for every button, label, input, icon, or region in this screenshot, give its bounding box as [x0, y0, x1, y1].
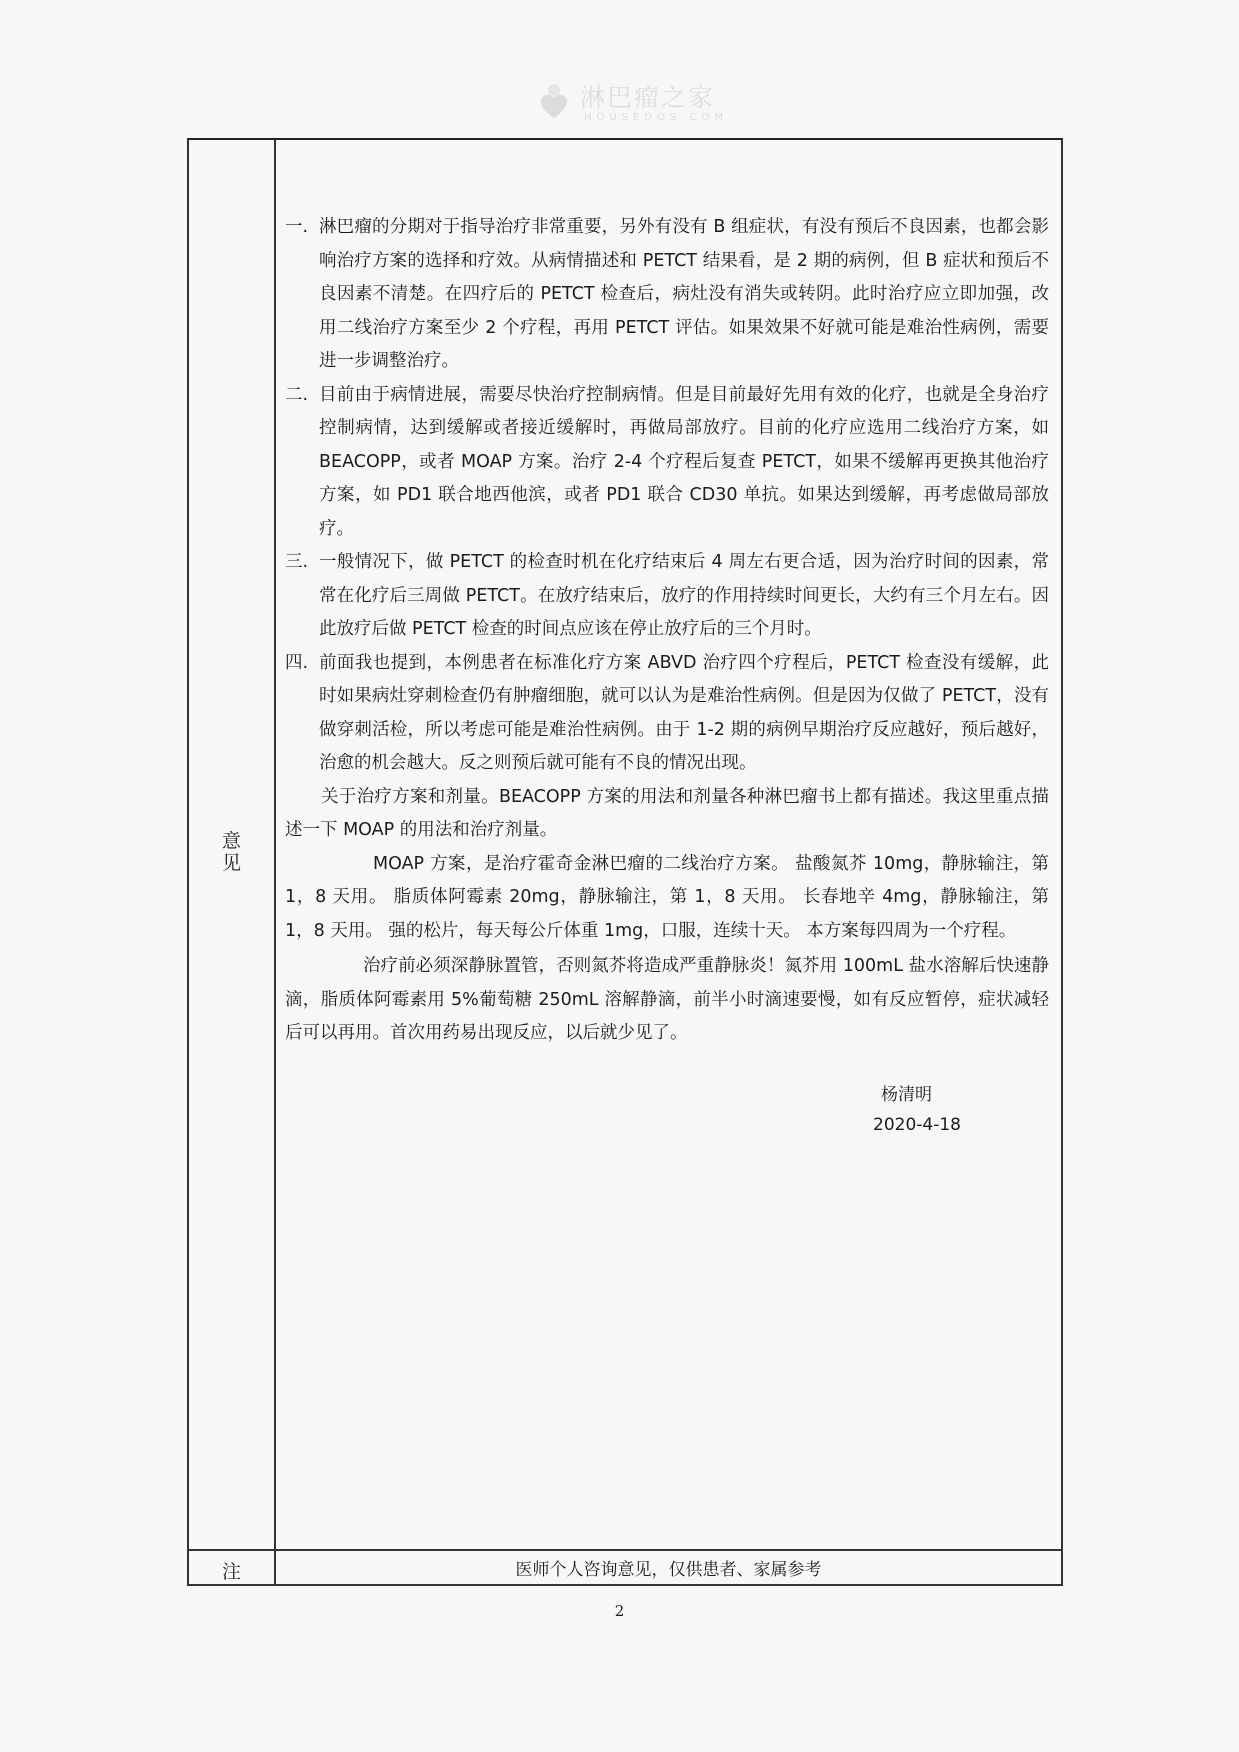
watermark-subtitle: HOUSEDOS.COM: [584, 112, 728, 123]
list-item: [285, 379, 1049, 547]
opinion-table: [187, 138, 1063, 1586]
watermark-logo: [528, 78, 738, 130]
opinion-content: [285, 211, 1049, 1051]
item-number: 一.: [285, 217, 309, 237]
watermark-title: 淋巴瘤之家: [580, 83, 716, 112]
item-number: 三.: [285, 552, 309, 572]
heart-person-icon: [536, 82, 572, 122]
column-divider: [274, 140, 276, 1584]
item-number: 二.: [285, 384, 309, 405]
precaution-paragraph: 治疗前必须深静脉置管，否则氮芥将造成严重静脉炎！氮芥用 100mL 盐水溶解后快速静滴，脂质体阿霉素用 5%葡萄糖 250mL 溶解静滴，前半小时滴速要慢，如有反应暂停，症状减轻后可以再用。首次用药易出现反应，以后就少见了。: [285, 956, 1049, 1043]
list-item: [285, 647, 1049, 781]
item-number: 四.: [285, 652, 309, 673]
item-text: 一般情况下，做 PETCT 的检查时机在化疗结束后 4 周左右更合适，因为治疗时间的因素，常常在化疗后三周做 PETCT。在放疗结束后，放疗的作用持续时间更长，大约有三个月左右。因此放疗后做 PETCT 检查的时间点应该在停止放疗后的三个月时。: [319, 552, 1049, 639]
moap-regimen-paragraph: MOAP 方案，是治疗霍奇金淋巴瘤的二线治疗方案。 盐酸氮芥 10mg，静脉输注，第 1，8 天用。 脂质体阿霉素 20mg，静脉输注，第 1，8 天用。 长春地辛 4mg，静脉输注，第 1，8 天用。 强的松片，每天每公斤体重 1mg，口服，连续十天。 本方案每四周为一个疗程。: [285, 853, 1049, 941]
signature-name: 杨清明: [881, 1085, 932, 1105]
list-item: [285, 546, 1049, 647]
row-divider: [189, 1549, 1061, 1551]
dosage-intro-paragraph: 关于治疗方案和剂量。BEACOPP 方案的用法和剂量各种淋巴瘤书上都有描述。我这里重点描述一下 MOAP 的用法和治疗剂量。: [285, 786, 1049, 840]
item-text: 前面我也提到，本例患者在标准化疗方案 ABVD 治疗四个疗程后，PETCT 检查没有缓解，此时如果病灶穿刺检查仍有肿瘤细胞，就可以认为是难治性病例。但是因为仅做了 PETCT，没有做穿刺活检，所以考虑可能是难治性病例。由于 1-2 期的病例早期治疗反应越好，预后越好，治愈的机会越大。反之则预后就可能有不良的情况出现。: [319, 652, 1049, 773]
signature-date: 2020-4-18: [873, 1115, 961, 1135]
item-text: 淋巴瘤的分期对于指导治疗非常重要，另外有没有 B 组症状，有没有预后不良因素，也都会影响治疗方案的选择和疗效。从病情描述和 PETCT 结果看，是 2 期的病例，但 B 症状和预后不良因素不清楚。在四疗后的 PETCT 检查后，病灶没有消失或转阴。此时治疗应立即加强，改用二线治疗方案至少 2 个疗程，再用 PETCT 评估。如果效果不好就可能是难治性病例，需要进一步调整治疗。: [319, 217, 1049, 371]
note-label: 注: [221, 1561, 241, 1583]
page-number: 2: [614, 1602, 625, 1620]
item-text: 目前由于病情进展，需要尽快治疗控制病情。但是目前最好先用有效的化疗，也就是全身治疗控制病情，达到缓解或者接近缓解时，再做局部放疗。目前的化疗应选用二线治疗方案，如 BEACOPP，或者 MOAP 方案。治疗 2-4 个疗程后复查 PETCT，如果不缓解再更换其他治疗方案，如 PD1 联合地西他滨，或者 PD1 联合 CD30 单抗。如果达到缓解，再考虑做局部放疗。: [319, 384, 1049, 539]
list-item: [285, 211, 1049, 379]
note-text: 医师个人咨询意见，仅供患者、家属参考: [515, 1560, 822, 1580]
opinion-label: 意见: [221, 830, 241, 874]
